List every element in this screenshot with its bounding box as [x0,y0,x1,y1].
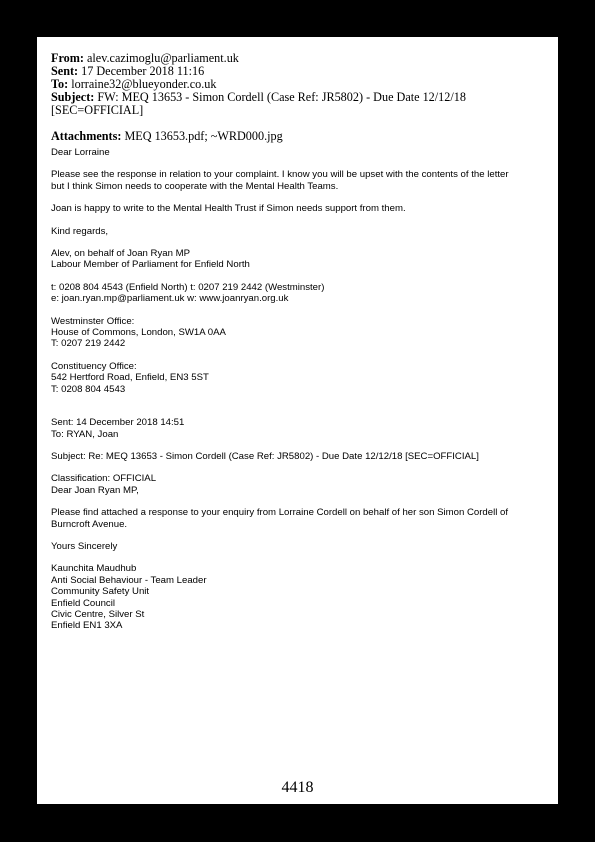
westminster-title: Westminster Office: [51,315,135,327]
signature-line: Labour Member of Parliament for Enfield North [51,259,250,271]
westminster-phone: T: 0207 219 2442 [51,338,126,350]
email-body [51,147,551,632]
from-label: From: [51,51,84,65]
subject-value: FW: MEQ 13653 - Simon Cordell (Case Ref: JR5802) - Due Date 12/12/18 [97,90,466,104]
paragraph-line: but I think Simon needs to cooperate with the Mental Health Teams. [51,180,339,192]
email-header [51,52,551,143]
forwarded-signature-line: Kaunchita Maudhub [51,563,137,575]
page-number: 4418 [281,779,314,796]
forwarded-signature-line: Anti Social Behaviour - Team Leader [51,574,207,586]
forwarded-subject: Subject: Re: MEQ 13653 - Simon Cordell (Case Ref: JR5802) - Due Date 12/12/18 [SEC=OFFICIAL] [51,450,479,462]
attachments-value: MEQ 13653.pdf; ~WRD000.jpg [124,129,283,143]
forwarded-paragraph-line: Please find attached a response to your enquiry from Lorraine Cordell on behalf of her son Simon Cordell of [51,507,509,519]
forwarded-greeting: Dear Joan Ryan MP, [51,484,139,496]
forwarded-closing: Yours Sincerely [51,540,118,552]
constituency-phone: T: 0208 804 4543 [51,383,126,395]
forwarded-signature-line: Community Safety Unit [51,586,150,598]
sent-label: Sent: [51,64,79,78]
signature-line: Alev, on behalf of Joan Ryan MP [51,248,191,260]
from-value: alev.cazimoglu@parliament.uk [87,51,239,65]
forwarded-signature-line: Civic Centre, Silver St [51,608,145,620]
paragraph: Joan is happy to write to the Mental Health Trust if Simon needs support from them. [51,203,406,215]
constituency-title: Constituency Office: [51,360,137,372]
attachments-row [51,130,551,143]
forwarded-to: To: RYAN, Joan [51,428,119,440]
document-page [37,37,558,804]
to-value: lorraine32@blueyonder.co.uk [71,77,217,91]
contact-line: t: 0208 804 4543 (Enfield North) t: 0207 219 2442 (Westminster) [51,281,325,293]
closing: Kind regards, [51,225,109,237]
forwarded-signature-line: Enfield EN1 3XA [51,620,123,632]
greeting: Dear Lorraine [51,147,110,158]
contact-line: e: joan.ryan.mp@parliament.uk w: www.joanryan.org.uk [51,293,289,305]
forwarded-paragraph-line: Burncroft Avenue. [51,518,128,530]
paragraph-line: Please see the response in relation to your complaint. I know you will be upset with the contents of the letter [51,169,509,181]
subject-continuation: [SEC=OFFICIAL] [51,103,144,117]
westminster-address: House of Commons, London, SW1A 0AA [51,327,226,339]
sent-value: 17 December 2018 11:16 [81,64,205,78]
forwarded-signature-line: Enfield Council [51,597,115,609]
forwarded-sent: Sent: 14 December 2018 14:51 [51,417,185,429]
attachments-label: Attachments: [51,129,122,143]
constituency-address: 542 Hertford Road, Enfield, EN3 5ST [51,372,209,384]
forwarded-classification: Classification: OFFICIAL [51,473,157,485]
subject-label: Subject: [51,90,95,104]
to-label: To: [51,77,69,91]
